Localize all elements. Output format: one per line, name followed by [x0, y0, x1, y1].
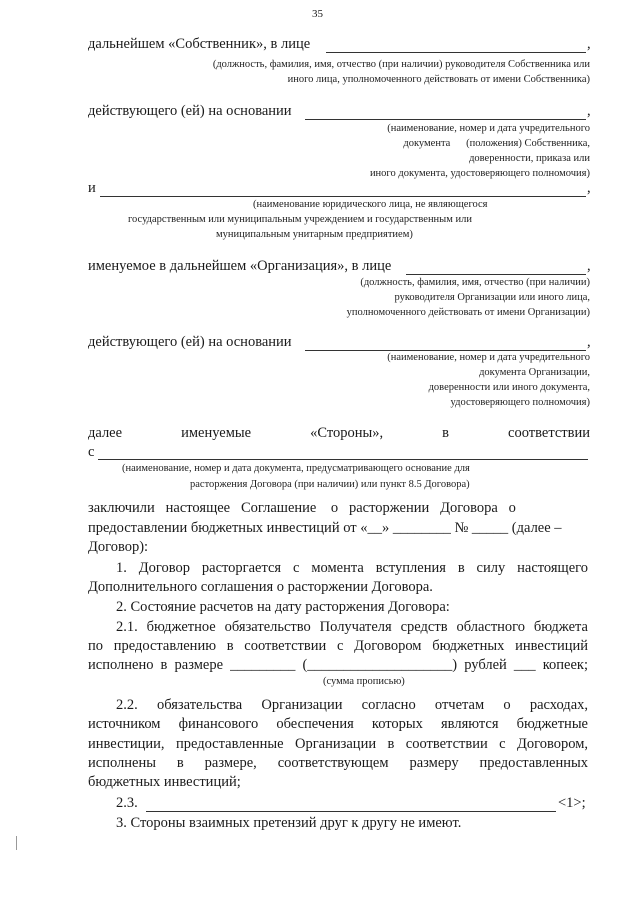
- org-basis-hint-4: удостоверяющего полномочия): [450, 397, 590, 408]
- org-representative-blank[interactable]: [406, 274, 586, 275]
- and-hint-1: (наименование юридического лица, не являющегося: [253, 199, 488, 210]
- item1-line-1: 1. Договор расторгается с момента вступления в силу настоящего: [116, 560, 588, 576]
- org-basis-blank[interactable]: [305, 350, 586, 351]
- termination-basis-blank[interactable]: [98, 459, 588, 460]
- item2-3-blank[interactable]: [146, 811, 556, 812]
- org-basis-comma: ,: [587, 334, 591, 350]
- org-basis-hint-1: (наименование, номер и дата учредительного: [387, 352, 590, 363]
- owner-basis-lead: действующего (ей) на основании: [88, 103, 292, 119]
- scan-artifact: [16, 836, 17, 850]
- concluded-line-1: заключили настоящее Соглашение о расторжении Договора о: [88, 500, 516, 516]
- parties-hint-1: (наименование, номер и дата документа, предусматривающего основание для: [122, 463, 470, 474]
- org-lead: именуемое в дальнейшем «Организация», в лице: [88, 258, 392, 274]
- item2-3-ref: <1>;: [558, 795, 586, 811]
- parties-line: [88, 425, 590, 442]
- owner-hint-1: (должность, фамилия, имя, отчество (при наличии) руководителя Собственника или: [212, 59, 590, 70]
- and-hint-2: государственным или муниципальным учреждением и государственным или: [128, 214, 472, 225]
- org-hint-1: (должность, фамилия, имя, отчество (при наличии): [360, 277, 590, 288]
- amount-hint: (сумма прописью): [323, 676, 405, 687]
- and-hint-3: муниципальным унитарным предприятием): [216, 229, 413, 240]
- org-comma: ,: [587, 258, 591, 274]
- parties-word-4: в: [442, 425, 450, 441]
- item2-3-lead: 2.3.: [116, 795, 138, 811]
- owner-name-blank[interactable]: [326, 52, 586, 53]
- owner-basis-hint-3: доверенности, приказа или: [469, 153, 590, 164]
- org-basis-hint-2: документа Организации,: [479, 367, 590, 378]
- item2-1-line-3: исполнено в размере _________ (____________________) рублей ___ копеек;: [88, 657, 588, 673]
- parties-hint-2: расторжения Договора (при наличии) или пункт 8.5 Договора): [190, 479, 470, 490]
- owner-hint-2: иного лица, уполномоченного действовать от имени Собственника): [287, 74, 590, 85]
- item2-2-line-3: инвестиции, предоставленные Организации в соответствии с Договором,: [88, 736, 588, 752]
- parties-second-lead: с: [88, 444, 95, 460]
- item2-1-line-1: 2.1. бюджетное обязательство Получателя средств областного бюджета: [116, 619, 588, 635]
- parties-word-3: «Стороны»,: [310, 425, 384, 441]
- org-basis-hint-3: доверенности или иного документа,: [428, 382, 590, 393]
- owner-lead: дальнейшем «Собственник», в лице: [88, 36, 311, 52]
- owner-basis-hint-2: документа (положения) Собственника,: [403, 138, 590, 149]
- item2-2-line-5: бюджетных инвестиций;: [88, 774, 241, 790]
- org-basis-lead: действующего (ей) на основании: [88, 334, 292, 350]
- owner-basis-blank[interactable]: [305, 119, 586, 120]
- item3: 3. Стороны взаимных претензий друг к другу не имеют.: [116, 815, 462, 831]
- concluded-line-2: предоставлении бюджетных инвестиций от «__» ________ № _____ (далее –: [88, 520, 562, 536]
- item2-2-line-4: исполнены в размере, соответствующем размеру предоставленных: [88, 755, 588, 771]
- owner-basis-comma: ,: [587, 103, 591, 119]
- org-hint-3: уполномоченного действовать от имени Организации): [346, 307, 590, 318]
- org-hint-2: руководителя Организации или иного лица,: [394, 292, 590, 303]
- organization-name-blank[interactable]: [100, 196, 586, 197]
- concluded-line-3: Договор):: [88, 539, 149, 555]
- parties-word-1: далее: [88, 425, 123, 441]
- item2-2-line-2: источником финансового обеспечения которых являются бюджетные: [88, 716, 588, 732]
- owner-comma: ,: [587, 36, 591, 52]
- item2-2-line-1: 2.2. обязательства Организации согласно отчетам о расходах,: [116, 697, 588, 713]
- parties-word-2: именуемые: [181, 425, 252, 441]
- owner-basis-hint-1: (наименование, номер и дата учредительного: [387, 123, 590, 134]
- and-lead: и: [88, 180, 96, 196]
- and-comma: ,: [587, 180, 591, 196]
- item2-title: 2. Состояние расчетов на дату расторжения Договора:: [116, 599, 450, 615]
- parties-word-5: соответствии: [508, 425, 590, 441]
- item2-1-line-2: по предоставлению в соответствии с Договором бюджетных инвестиций: [88, 638, 588, 654]
- item1-line-2: Дополнительного соглашения о расторжении Договора.: [88, 579, 433, 595]
- page-number: 35: [312, 8, 323, 20]
- owner-basis-hint-4: иного документа, удостоверяющего полномочия): [369, 168, 590, 179]
